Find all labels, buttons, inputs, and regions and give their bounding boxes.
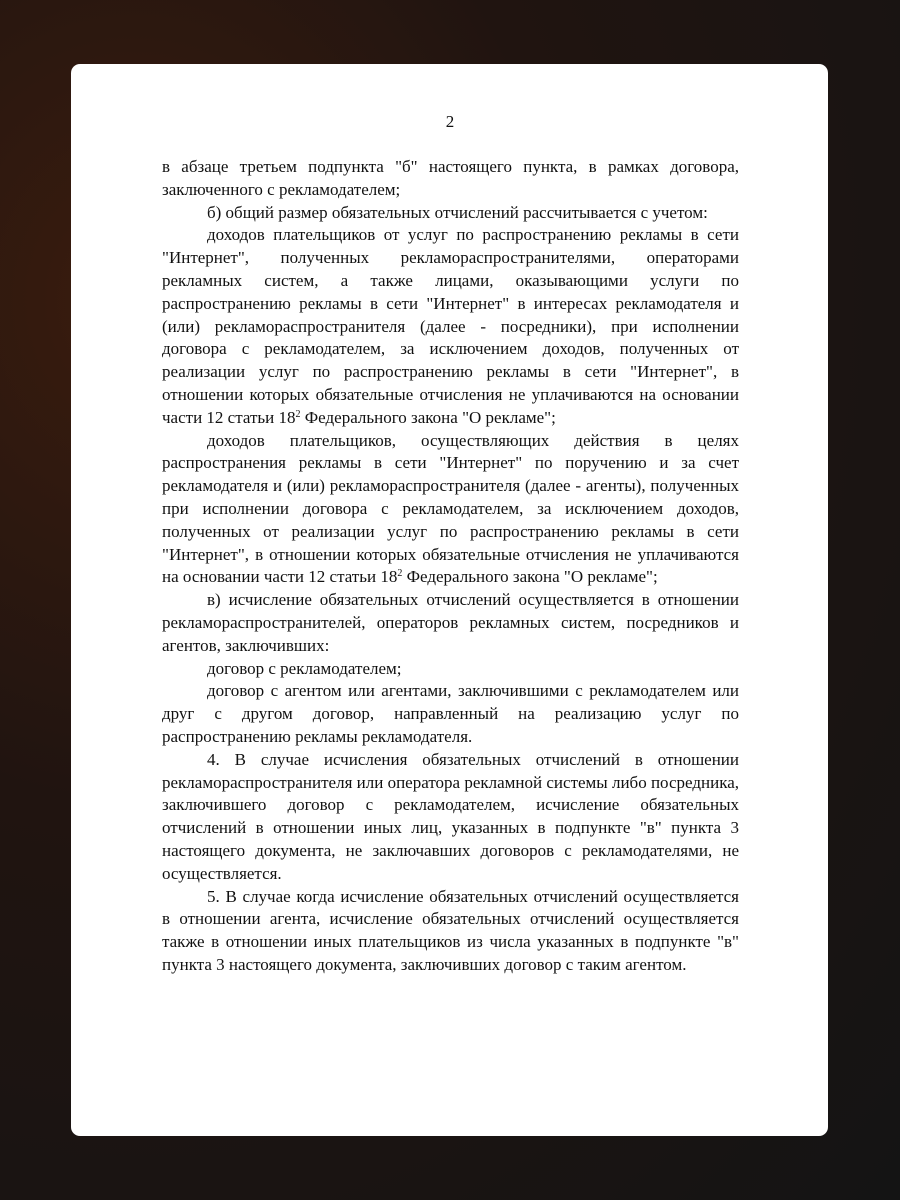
- paragraph: [162, 589, 739, 657]
- paragraph-text: 5. В случае когда исчисление обязательных отчислений осуществляется в отношении агента, исчисление обязательных отчислений осуществляется также в отношении иных плательщиков из числа указанных в подпункте "в" пункта 3 настоящего документа, заключивших договор с таким агентом.: [162, 886, 739, 974]
- paragraph-text: 4. В случае исчисления обязательных отчислений в отношении рекламораспространителя или оператора рекламной системы либо посредника, заключившего договор с рекламодателем, исчисление обязательных отчислений в отношении иных лиц, указанных в подпункте "в" пункта 3 настоящего документа, не заключавших договоров с рекламодателями, не осуществляется.: [162, 749, 739, 883]
- document-body: [162, 156, 739, 977]
- paragraph: [162, 202, 739, 225]
- page-number: 2: [445, 112, 455, 131]
- paragraph: [162, 430, 739, 590]
- superscript: 2: [397, 568, 403, 580]
- paragraph: [162, 749, 739, 886]
- paragraph: [162, 224, 739, 429]
- paragraph: [162, 156, 739, 202]
- paragraph-text: Федерального закона "О рекламе";: [402, 567, 658, 587]
- paragraph-text: в) исчисление обязательных отчислений осуществляется в отношении рекламораспространителей, операторов рекламных систем, посредников и агентов, заключивших:: [162, 590, 739, 655]
- paragraph-text: в абзаце третьем подпункта "б" настоящего пункта, в рамках договора, заключенного с рекламодателем;: [162, 157, 739, 199]
- paragraph: [162, 658, 739, 681]
- paragraph-text: б) общий размер обязательных отчислений рассчитывается с учетом:: [207, 202, 708, 222]
- paragraph-text: Федерального закона "О рекламе";: [300, 407, 556, 427]
- superscript: 2: [295, 408, 301, 420]
- paragraph-text: доходов плательщиков от услуг по распространению рекламы в сети "Интернет", полученных рекламораспространителями, операторами рекламных систем, а также лицами, оказывающими услуги по распространению рекламы в сети "Интернет" в интересах рекламодателя и (или) рекламораспространителя (далее - посредники), при исполнении договора с рекламодателем, за исключением доходов, полученных от реализации услуг по распространению рекламы в сети "Интернет", в отношении которых обязательные отчисления не уплачиваются на основании части 12 статьи 18: [162, 225, 739, 427]
- paragraph: [162, 680, 739, 748]
- paragraph-text: договор с агентом или агентами, заключившими с рекламодателем или друг с другом договор, направленный на реализацию услуг по распространению рекламы рекламодателя.: [162, 681, 739, 746]
- paragraph-text: доходов плательщиков, осуществляющих действия в целях распространения рекламы в сети "Интернет" по поручению и за счет рекламодателя и (или) рекламораспространителя (далее - агенты), полученных при исполнении договора с рекламодателем, за исключением доходов, полученных от реализации услуг по распространению рекламы в сети "Интернет", в отношении которых обязательные отчисления не уплачиваются на основании части 12 статьи 18: [162, 430, 739, 587]
- paragraph: [162, 886, 739, 977]
- paragraph-text: договор с рекламодателем;: [207, 658, 402, 678]
